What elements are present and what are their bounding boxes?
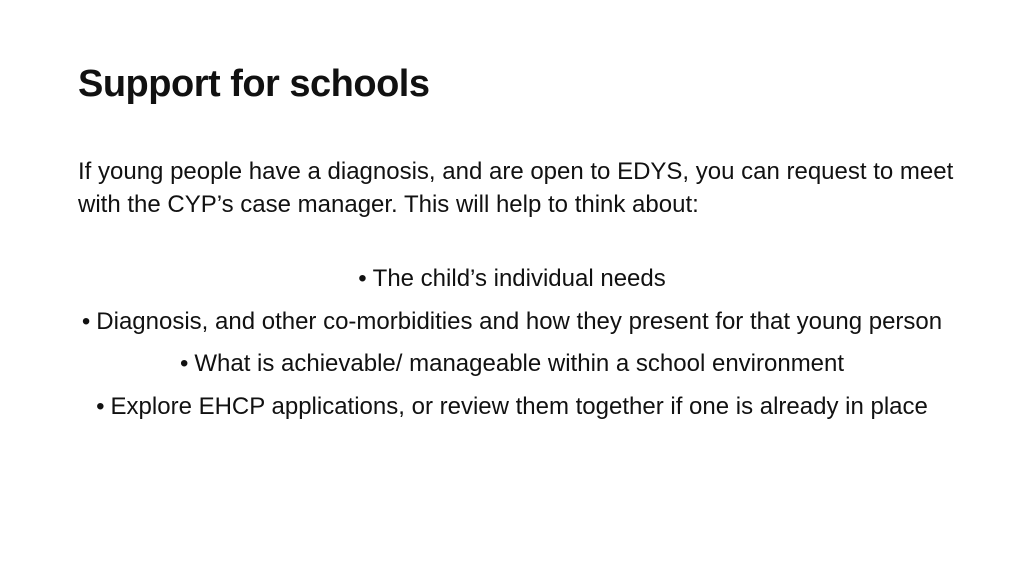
bullet-text: The child’s individual needs: [372, 265, 666, 292]
bullet-item: [78, 348, 946, 381]
intro-paragraph: If young people have a diagnosis, and are open to EDYS, you can request to meet with the CYP’s case manager. This will help to think about:: [78, 158, 954, 218]
bullet-text: Explore EHCP applications, or review them together if one is already in place: [110, 392, 928, 420]
slide-title: Support for schools: [78, 63, 430, 105]
bullet-item: [78, 263, 946, 296]
bullet-item: [78, 391, 946, 424]
bullet-marker: •: [81, 307, 91, 335]
bullet-text: What is achievable/ manageable within a school environment: [194, 350, 845, 377]
bullet-marker: •: [358, 265, 367, 292]
bullet-list: [78, 263, 946, 433]
bullet-text: Diagnosis, and other co-morbidities and how they present for that young person: [96, 307, 943, 335]
bullet-marker: •: [179, 350, 189, 377]
bullet-marker: •: [96, 392, 105, 420]
bullet-item: [78, 306, 946, 339]
